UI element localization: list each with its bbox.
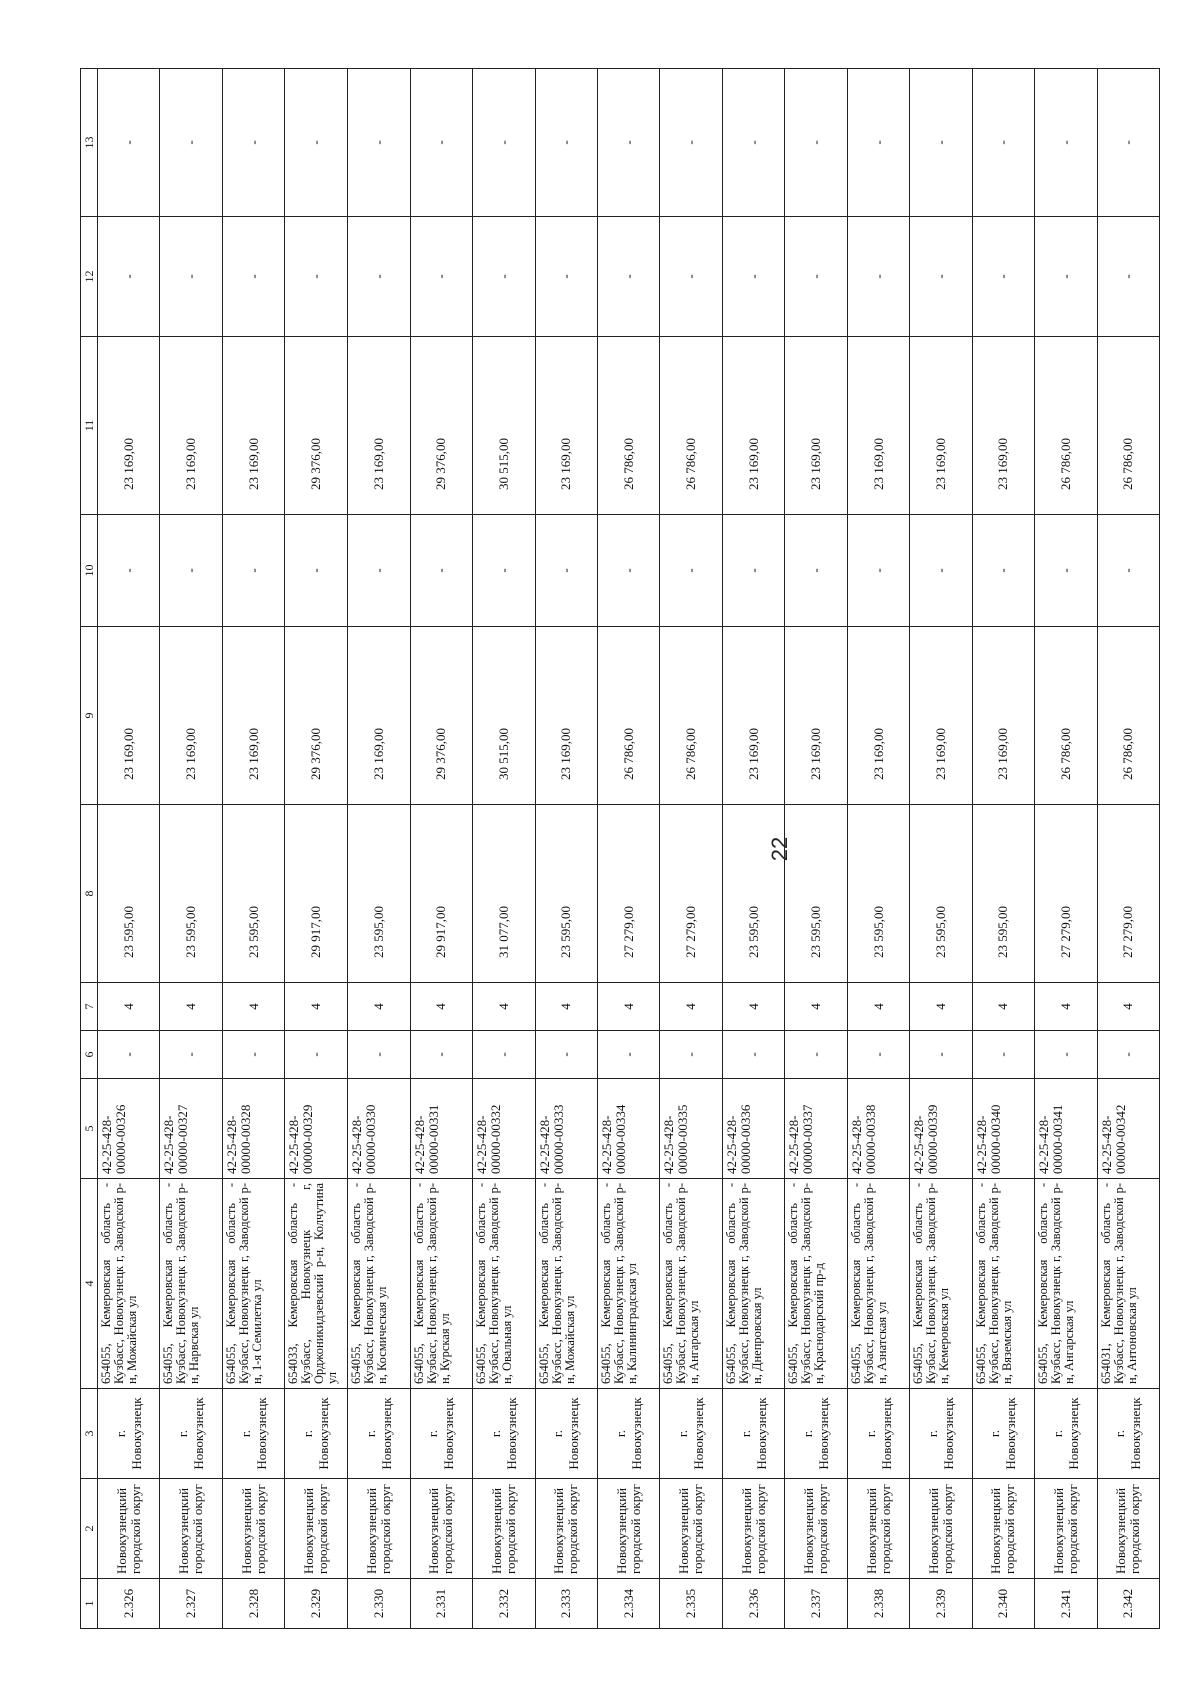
object-code-cell: 42-25-428-00000-00342	[1097, 1079, 1159, 1179]
district-cell: Новокузнецкий городской округ	[410, 1479, 472, 1579]
object-code-cell: 42-25-428-00000-00337	[785, 1079, 847, 1179]
col10-cell: -	[598, 515, 660, 627]
col8-value-cell: 27 279,00	[1097, 805, 1159, 983]
address-cell: 654055, Кемеровская область - Кузбасс, Новокузнецк г, Заводской р-н, Нарвская ул	[160, 1179, 222, 1389]
district-cell: Новокузнецкий городской округ	[1097, 1479, 1159, 1579]
district-cell: Новокузнецкий городской округ	[473, 1479, 535, 1579]
col9-value-cell: 29 376,00	[285, 627, 348, 805]
city-cell: г. Новокузнецк	[535, 1389, 597, 1479]
column-number-row	[81, 69, 98, 1629]
col11-value-cell: 29 376,00	[410, 337, 472, 515]
col-header-3: 3	[81, 1389, 98, 1479]
col13-cell: -	[598, 69, 660, 217]
col7-cell: 4	[222, 983, 284, 1031]
city-cell: г. Новокузнецк	[98, 1389, 160, 1479]
col10-cell: -	[348, 515, 410, 627]
object-code-cell: 42-25-428-00000-00334	[598, 1079, 660, 1179]
table-row	[785, 69, 847, 1629]
col10-cell: -	[285, 515, 348, 627]
col10-cell: -	[785, 515, 847, 627]
col13-cell: -	[473, 69, 535, 217]
district-cell: Новокузнецкий городской округ	[285, 1479, 348, 1579]
object-code-cell: 42-25-428-00000-00330	[348, 1079, 410, 1179]
table-row	[285, 69, 348, 1629]
district-cell: Новокузнецкий городской округ	[348, 1479, 410, 1579]
col9-value-cell: 23 169,00	[222, 627, 284, 805]
col12-cell: -	[972, 217, 1034, 337]
row-number: 2.340	[972, 1579, 1034, 1629]
object-code-cell: 42-25-428-00000-00331	[410, 1079, 472, 1179]
col-header-10: 10	[81, 515, 98, 627]
table-row	[598, 69, 660, 1629]
row-number: 2.326	[98, 1579, 160, 1629]
col7-cell: 4	[1035, 983, 1097, 1031]
col9-value-cell: 23 169,00	[722, 627, 784, 805]
address-cell: 654055, Кемеровская область - Кузбасс, Новокузнецк г, Заводской р-н, Можайская ул	[535, 1179, 597, 1389]
col11-value-cell: 26 786,00	[660, 337, 722, 515]
address-cell: 654055, Кемеровская область - Кузбасс, Новокузнецк г, Заводской р-н, 1-я Семилетка ул	[222, 1179, 284, 1389]
col13-cell: -	[98, 69, 160, 217]
table-row	[722, 69, 784, 1629]
col7-cell: 4	[98, 983, 160, 1031]
object-code-cell: 42-25-428-00000-00326	[98, 1079, 160, 1179]
col8-value-cell: 27 279,00	[598, 805, 660, 983]
col10-cell: -	[535, 515, 597, 627]
city-cell: г. Новокузнецк	[348, 1389, 410, 1479]
col6-cell: -	[1097, 1031, 1159, 1079]
col7-cell: 4	[660, 983, 722, 1031]
col6-cell: -	[473, 1031, 535, 1079]
col-header-1: 1	[81, 1579, 98, 1629]
city-cell: г. Новокузнецк	[473, 1389, 535, 1479]
city-cell: г. Новокузнецк	[222, 1389, 284, 1479]
city-cell: г. Новокузнецк	[785, 1389, 847, 1479]
row-number: 2.336	[722, 1579, 784, 1629]
address-cell: 654055, Кемеровская область - Кузбасс, Новокузнецк г, Заводской р-н, Ангарская ул	[1035, 1179, 1097, 1389]
col12-cell: -	[473, 217, 535, 337]
col8-value-cell: 23 595,00	[972, 805, 1034, 983]
col9-value-cell: 23 169,00	[910, 627, 972, 805]
col13-cell: -	[160, 69, 222, 217]
col13-cell: -	[722, 69, 784, 217]
row-number: 2.327	[160, 1579, 222, 1629]
col-header-4: 4	[81, 1179, 98, 1389]
col9-value-cell: 26 786,00	[598, 627, 660, 805]
col12-cell: -	[1097, 217, 1159, 337]
table-row	[348, 69, 410, 1629]
col6-cell: -	[535, 1031, 597, 1079]
col9-value-cell: 23 169,00	[160, 627, 222, 805]
col7-cell: 4	[847, 983, 909, 1031]
col6-cell: -	[285, 1031, 348, 1079]
object-code-cell: 42-25-428-00000-00340	[972, 1079, 1034, 1179]
col-header-8: 8	[81, 805, 98, 983]
table-row	[660, 69, 722, 1629]
col9-value-cell: 23 169,00	[847, 627, 909, 805]
col13-cell: -	[410, 69, 472, 217]
col8-value-cell: 23 595,00	[222, 805, 284, 983]
page-number: 22	[767, 836, 792, 862]
row-number: 2.330	[348, 1579, 410, 1629]
district-cell: Новокузнецкий городской округ	[847, 1479, 909, 1579]
data-table	[80, 68, 1160, 1629]
col12-cell: -	[98, 217, 160, 337]
col11-value-cell: 23 169,00	[160, 337, 222, 515]
address-cell: 654031, Кемеровская область - Кузбасс, Новокузнецк г, Заводской р-н, Антоновская ул	[1097, 1179, 1159, 1389]
col13-cell: -	[1035, 69, 1097, 217]
address-cell: 654055, Кемеровская область - Кузбасс, Новокузнецк г, Заводской р-н, Космическая ул	[348, 1179, 410, 1389]
city-cell: г. Новокузнецк	[410, 1389, 472, 1479]
col8-value-cell: 27 279,00	[660, 805, 722, 983]
row-number: 2.335	[660, 1579, 722, 1629]
col13-cell: -	[847, 69, 909, 217]
object-code-cell: 42-25-428-00000-00328	[222, 1079, 284, 1179]
object-code-cell: 42-25-428-00000-00338	[847, 1079, 909, 1179]
address-cell: 654055, Кемеровская область - Кузбасс, Новокузнецк г, Заводской р-н, Днепровская ул	[722, 1179, 784, 1389]
object-code-cell: 42-25-428-00000-00332	[473, 1079, 535, 1179]
table-row	[847, 69, 909, 1629]
col8-value-cell: 23 595,00	[348, 805, 410, 983]
col10-cell: -	[972, 515, 1034, 627]
col12-cell: -	[1035, 217, 1097, 337]
row-number: 2.339	[910, 1579, 972, 1629]
col12-cell: -	[222, 217, 284, 337]
row-number: 2.328	[222, 1579, 284, 1629]
col12-cell: -	[722, 217, 784, 337]
col9-value-cell: 26 786,00	[1035, 627, 1097, 805]
col7-cell: 4	[785, 983, 847, 1031]
address-cell: 654055, Кемеровская область - Кузбасс, Новокузнецк г, Заводской р-н, Азнатская ул	[847, 1179, 909, 1389]
col13-cell: -	[972, 69, 1034, 217]
object-code-cell: 42-25-428-00000-00336	[722, 1079, 784, 1179]
col8-value-cell: 23 595,00	[910, 805, 972, 983]
row-number: 2.337	[785, 1579, 847, 1629]
col9-value-cell: 29 376,00	[410, 627, 472, 805]
city-cell: г. Новокузнецк	[722, 1389, 784, 1479]
col6-cell: -	[348, 1031, 410, 1079]
col7-cell: 4	[285, 983, 348, 1031]
col11-value-cell: 23 169,00	[98, 337, 160, 515]
col11-value-cell: 26 786,00	[1097, 337, 1159, 515]
address-cell: 654055, Кемеровская область - Кузбасс, Новокузнецк г, Заводской р-н, Ангарская ул	[660, 1179, 722, 1389]
col10-cell: -	[660, 515, 722, 627]
address-cell: 654055, Кемеровская область - Кузбасс, Новокузнецк г, Заводской р-н, Калининградская ул	[598, 1179, 660, 1389]
col7-cell: 4	[722, 983, 784, 1031]
col10-cell: -	[410, 515, 472, 627]
col9-value-cell: 23 169,00	[348, 627, 410, 805]
col8-value-cell: 29 917,00	[285, 805, 348, 983]
district-cell: Новокузнецкий городской округ	[660, 1479, 722, 1579]
city-cell: г. Новокузнецк	[1097, 1389, 1159, 1479]
col9-value-cell: 30 515,00	[473, 627, 535, 805]
city-cell: г. Новокузнецк	[1035, 1389, 1097, 1479]
district-cell: Новокузнецкий городской округ	[785, 1479, 847, 1579]
col10-cell: -	[910, 515, 972, 627]
col6-cell: -	[910, 1031, 972, 1079]
table-row	[535, 69, 597, 1629]
district-cell: Новокузнецкий городской округ	[535, 1479, 597, 1579]
col6-cell: -	[722, 1031, 784, 1079]
col8-value-cell: 23 595,00	[535, 805, 597, 983]
row-number: 2.332	[473, 1579, 535, 1629]
col-header-6: 6	[81, 1031, 98, 1079]
col6-cell: -	[785, 1031, 847, 1079]
address-cell: 654055, Кемеровская область - Кузбасс, Новокузнецк г, Заводской р-н, Можайская ул	[98, 1179, 160, 1389]
district-cell: Новокузнецкий городской округ	[160, 1479, 222, 1579]
col6-cell: -	[660, 1031, 722, 1079]
col11-value-cell: 23 169,00	[722, 337, 784, 515]
address-cell: 654055, Кемеровская область - Кузбасс, Новокузнецк г, Заводской р-н, Краснодарский пр-д	[785, 1179, 847, 1389]
table-row	[910, 69, 972, 1629]
row-number: 2.331	[410, 1579, 472, 1629]
col-header-12: 12	[81, 217, 98, 337]
col12-cell: -	[348, 217, 410, 337]
district-cell: Новокузнецкий городской округ	[222, 1479, 284, 1579]
col-header-7: 7	[81, 983, 98, 1031]
col13-cell: -	[348, 69, 410, 217]
city-cell: г. Новокузнецк	[285, 1389, 348, 1479]
col9-value-cell: 23 169,00	[98, 627, 160, 805]
district-cell: Новокузнецкий городской округ	[598, 1479, 660, 1579]
city-cell: г. Новокузнецк	[910, 1389, 972, 1479]
col11-value-cell: 23 169,00	[535, 337, 597, 515]
district-cell: Новокузнецкий городской округ	[972, 1479, 1034, 1579]
table-row	[473, 69, 535, 1629]
rotated-table-container	[80, 69, 1160, 1629]
col11-value-cell: 30 515,00	[473, 337, 535, 515]
address-cell: 654055, Кемеровская область - Кузбасс, Новокузнецк г, Заводской р-н, Вяземская ул	[972, 1179, 1034, 1389]
col7-cell: 4	[535, 983, 597, 1031]
col11-value-cell: 26 786,00	[1035, 337, 1097, 515]
object-code-cell: 42-25-428-00000-00339	[910, 1079, 972, 1179]
col6-cell: -	[410, 1031, 472, 1079]
col12-cell: -	[410, 217, 472, 337]
table-body	[98, 69, 1160, 1629]
col8-value-cell: 31 077,00	[473, 805, 535, 983]
col12-cell: -	[660, 217, 722, 337]
col10-cell: -	[160, 515, 222, 627]
col6-cell: -	[598, 1031, 660, 1079]
col9-value-cell: 23 169,00	[785, 627, 847, 805]
col12-cell: -	[598, 217, 660, 337]
col-header-13: 13	[81, 69, 98, 217]
col11-value-cell: 23 169,00	[847, 337, 909, 515]
col7-cell: 4	[972, 983, 1034, 1031]
col13-cell: -	[1097, 69, 1159, 217]
col7-cell: 4	[1097, 983, 1159, 1031]
col10-cell: -	[722, 515, 784, 627]
col10-cell: -	[847, 515, 909, 627]
table-row	[160, 69, 222, 1629]
address-cell: 654055, Кемеровская область - Кузбасс, Новокузнецк г, Заводской р-н, Курская ул	[410, 1179, 472, 1389]
col10-cell: -	[473, 515, 535, 627]
col12-cell: -	[160, 217, 222, 337]
object-code-cell: 42-25-428-00000-00333	[535, 1079, 597, 1179]
col9-value-cell: 23 169,00	[535, 627, 597, 805]
col7-cell: 4	[910, 983, 972, 1031]
col12-cell: -	[785, 217, 847, 337]
col10-cell: -	[1097, 515, 1159, 627]
col13-cell: -	[660, 69, 722, 217]
row-number: 2.341	[1035, 1579, 1097, 1629]
table-row	[222, 69, 284, 1629]
district-cell: Новокузнецкий городской округ	[910, 1479, 972, 1579]
table-row	[1097, 69, 1159, 1629]
col7-cell: 4	[410, 983, 472, 1031]
col-header-2: 2	[81, 1479, 98, 1579]
city-cell: г. Новокузнецк	[160, 1389, 222, 1479]
table-row	[410, 69, 472, 1629]
col13-cell: -	[785, 69, 847, 217]
col-header-11: 11	[81, 337, 98, 515]
col11-value-cell: 23 169,00	[910, 337, 972, 515]
col10-cell: -	[1035, 515, 1097, 627]
row-number: 2.334	[598, 1579, 660, 1629]
district-cell: Новокузнецкий городской округ	[1035, 1479, 1097, 1579]
col13-cell: -	[535, 69, 597, 217]
object-code-cell: 42-25-428-00000-00341	[1035, 1079, 1097, 1179]
col9-value-cell: 26 786,00	[660, 627, 722, 805]
col7-cell: 4	[348, 983, 410, 1031]
object-code-cell: 42-25-428-00000-00329	[285, 1079, 348, 1179]
address-cell: 654033, Кемеровская область - Кузбасс, Новокузнецк г, Орджоникидзевский р-н, Колчутина ул	[285, 1179, 348, 1389]
col10-cell: -	[98, 515, 160, 627]
city-cell: г. Новокузнецк	[660, 1389, 722, 1479]
col-header-9: 9	[81, 627, 98, 805]
col6-cell: -	[160, 1031, 222, 1079]
district-cell: Новокузнецкий городской округ	[722, 1479, 784, 1579]
col11-value-cell: 26 786,00	[598, 337, 660, 515]
col6-cell: -	[972, 1031, 1034, 1079]
city-cell: г. Новокузнецк	[598, 1389, 660, 1479]
col8-value-cell: 23 595,00	[785, 805, 847, 983]
city-cell: г. Новокузнецк	[972, 1389, 1034, 1479]
col6-cell: -	[222, 1031, 284, 1079]
row-number: 2.333	[535, 1579, 597, 1629]
col11-value-cell: 23 169,00	[972, 337, 1034, 515]
table-row	[98, 69, 160, 1629]
col7-cell: 4	[160, 983, 222, 1031]
col8-value-cell: 23 595,00	[847, 805, 909, 983]
table-row	[1035, 69, 1097, 1629]
col11-value-cell: 23 169,00	[348, 337, 410, 515]
col13-cell: -	[222, 69, 284, 217]
col9-value-cell: 26 786,00	[1097, 627, 1159, 805]
row-number: 2.342	[1097, 1579, 1159, 1629]
address-cell: 654055, Кемеровская область - Кузбасс, Новокузнецк г, Заводской р-н, Кемеровская ул	[910, 1179, 972, 1389]
col7-cell: 4	[473, 983, 535, 1031]
city-cell: г. Новокузнецк	[847, 1389, 909, 1479]
row-number: 2.329	[285, 1579, 348, 1629]
col8-value-cell: 23 595,00	[722, 805, 784, 983]
col7-cell: 4	[598, 983, 660, 1031]
col8-value-cell: 27 279,00	[1035, 805, 1097, 983]
col13-cell: -	[910, 69, 972, 217]
row-number: 2.338	[847, 1579, 909, 1629]
col6-cell: -	[98, 1031, 160, 1079]
col11-value-cell: 23 169,00	[222, 337, 284, 515]
col12-cell: -	[535, 217, 597, 337]
col6-cell: -	[1035, 1031, 1097, 1079]
col9-value-cell: 23 169,00	[972, 627, 1034, 805]
district-cell: Новокузнецкий городской округ	[98, 1479, 160, 1579]
col11-value-cell: 29 376,00	[285, 337, 348, 515]
col6-cell: -	[847, 1031, 909, 1079]
col11-value-cell: 23 169,00	[785, 337, 847, 515]
object-code-cell: 42-25-428-00000-00335	[660, 1079, 722, 1179]
col13-cell: -	[285, 69, 348, 217]
col12-cell: -	[847, 217, 909, 337]
col12-cell: -	[285, 217, 348, 337]
table-row	[972, 69, 1034, 1629]
col8-value-cell: 23 595,00	[98, 805, 160, 983]
col12-cell: -	[910, 217, 972, 337]
col8-value-cell: 29 917,00	[410, 805, 472, 983]
address-cell: 654055, Кемеровская область - Кузбасс, Новокузнецк г, Заводской р-н, Овальная ул	[473, 1179, 535, 1389]
col10-cell: -	[222, 515, 284, 627]
col-header-5: 5	[81, 1079, 98, 1179]
col8-value-cell: 23 595,00	[160, 805, 222, 983]
object-code-cell: 42-25-428-00000-00327	[160, 1079, 222, 1179]
